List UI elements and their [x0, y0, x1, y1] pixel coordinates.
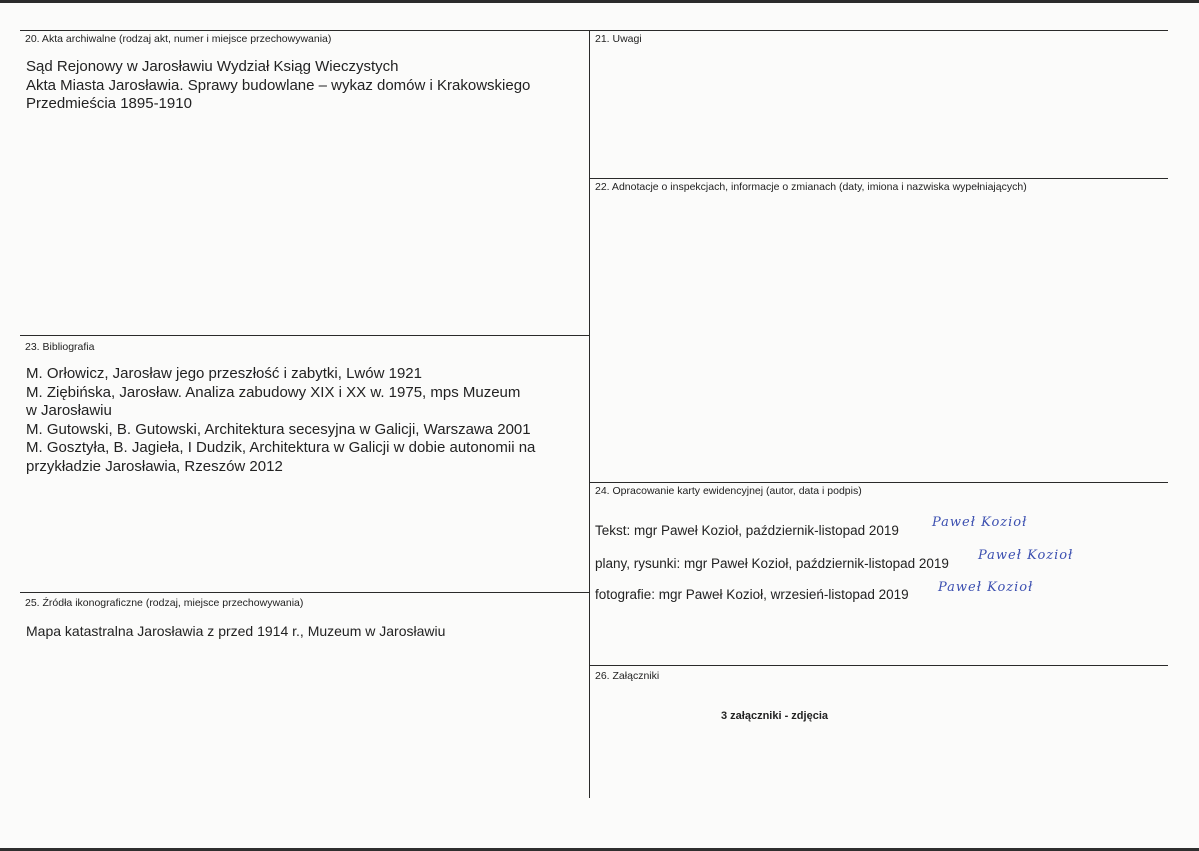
- iconography-line: Mapa katastralna Jarosławia z przed 1914 r., Muzeum w Jarosławiu: [26, 623, 446, 639]
- section-20-line: Akta Miasta Jarosławia. Sprawy budowlane – wykaz domów i Krakowskiego: [26, 76, 531, 94]
- handwritten-signature: Paweł Kozioł: [932, 515, 1028, 530]
- scan-edge-top: [0, 0, 1199, 3]
- handwritten-signature: Paweł Kozioł: [938, 580, 1034, 595]
- rule-21-22: [589, 178, 1168, 179]
- rule-22-24: [589, 482, 1168, 483]
- section-23-content: [26, 365, 535, 476]
- section-22-label: 22. Adnotacje o inspekcjach, informacje o zmianach (daty, imiona i nazwiska wypełniających): [595, 181, 1027, 193]
- section-20-content: [26, 58, 530, 114]
- section-20-line: Przedmieścia 1895-1910: [26, 95, 192, 112]
- bibliography-line: M. Gutowski, B. Gutowski, Architektura secesyjna w Galicji, Warszawa 2001: [26, 420, 531, 438]
- rule-20-23: [20, 335, 589, 336]
- rule-24-26: [589, 665, 1168, 666]
- rule-top: [20, 30, 1168, 31]
- section-23-label: 23. Bibliografia: [25, 341, 95, 353]
- handwritten-signature: Paweł Kozioł: [978, 548, 1074, 563]
- prep-entry-text: Tekst: mgr Paweł Kozioł, październik-listopad 2019: [595, 523, 899, 538]
- section-25-label: 25. Źródła ikonograficzne (rodzaj, miejsce przechowywania): [25, 597, 304, 609]
- section-25-content: [26, 622, 445, 641]
- bibliography-line: M. Orłowicz, Jarosław jego przeszłość i zabytki, Lwów 1921: [26, 365, 422, 382]
- section-21-label: 21. Uwagi: [595, 33, 642, 45]
- prep-entry-text: fotografie: mgr Paweł Kozioł, wrzesień-listopad 2019: [595, 587, 909, 602]
- bibliography-line: przykładzie Jarosławia, Rzeszów 2012: [26, 457, 283, 475]
- rule-23-25: [20, 592, 589, 593]
- bibliography-line: M. Ziębińska, Jarosław. Analiza zabudowy XIX i XX w. 1975, mps Muzeum: [26, 383, 521, 401]
- bibliography-line: M. Gosztyła, B. Jagieła, I Dudzik, Architektura w Galicji w dobie autonomii na: [26, 439, 536, 456]
- prep-entry-text: plany, rysunki: mgr Paweł Kozioł, październik-listopad 2019: [595, 556, 949, 571]
- section-26-label: 26. Załączniki: [595, 670, 660, 682]
- rule-center: [589, 30, 590, 798]
- attachments-text: 3 załączniki - zdjęcia: [721, 710, 828, 722]
- section-20-line: Sąd Rejonowy w Jarosławiu Wydział Ksiąg Wieczystych: [26, 58, 399, 75]
- section-20-label: 20. Akta archiwalne (rodzaj akt, numer i miejsce przechowywania): [25, 33, 332, 45]
- section-24-label: 24. Opracowanie karty ewidencyjnej (autor, data i podpis): [595, 485, 862, 497]
- bibliography-line: w Jarosławiu: [26, 402, 112, 419]
